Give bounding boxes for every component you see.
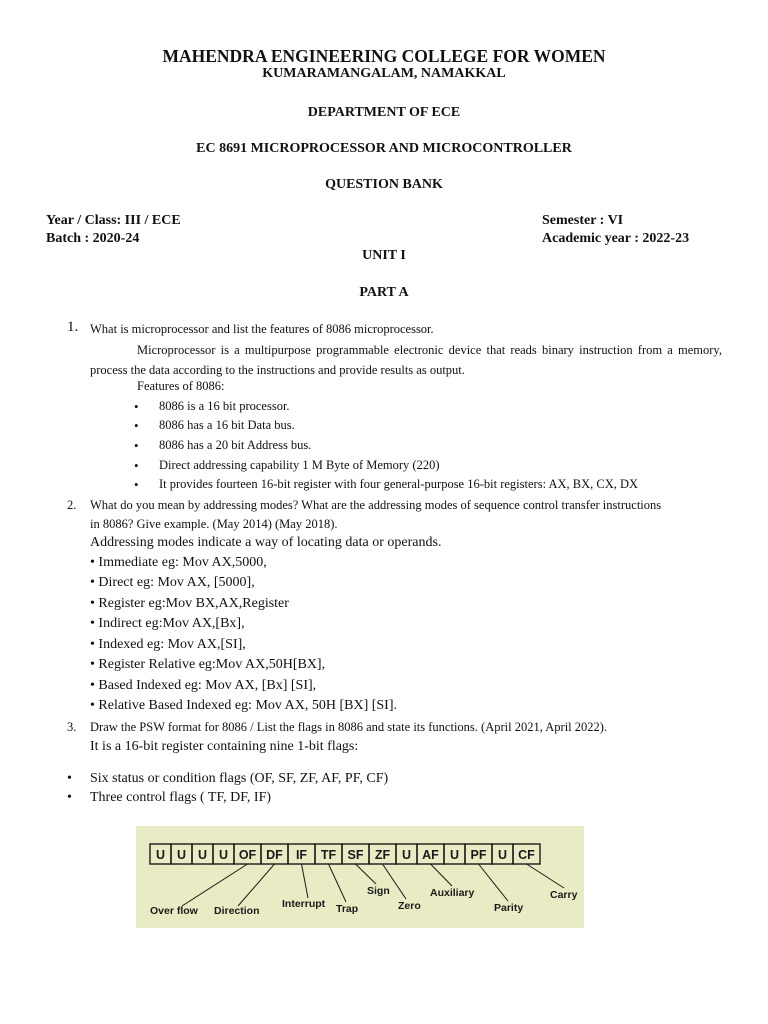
q2-number: 2.: [67, 498, 77, 512]
list-item: • Three control flags ( TF, DF, IF): [67, 790, 272, 805]
psw-flag-name: Parity: [494, 902, 524, 914]
psw-flag-name: Trap: [336, 903, 359, 915]
batch: Batch : 2020-24: [46, 231, 140, 246]
psw-bit-label: IF: [295, 848, 308, 862]
list-item: • Six status or condition flags (OF, SF, ZF, AF, PF, CF): [67, 771, 389, 786]
academic-year: Academic year : 2022-23: [542, 231, 690, 246]
psw-bit-label: CF: [518, 848, 535, 862]
q1-number: 1.: [67, 319, 79, 335]
psw-flag-name: Sign: [367, 885, 390, 897]
psw-flag-name: Interrupt: [282, 898, 326, 910]
list-item: • Based Indexed eg: Mov AX, [Bx] [SI],: [90, 678, 317, 693]
psw-bit-label: OF: [238, 848, 257, 862]
department: DEPARTMENT OF ECE: [307, 105, 461, 120]
psw-flag-name: Auxiliary: [430, 887, 475, 899]
psw-bit-label: TF: [320, 848, 337, 862]
psw-bit-label: SF: [347, 848, 364, 862]
q3-number: 3.: [67, 720, 77, 734]
psw-format-figure: [136, 826, 584, 928]
college-location: KUMARAMANGALAM, NAMAKKAL: [262, 66, 506, 81]
q1-answer: [90, 340, 722, 380]
psw-bit-label: U: [176, 848, 187, 862]
q3-question: Draw the PSW format for 8086 / List the flags in 8086 and state its functions. (April 2021, April 2022).: [90, 720, 608, 734]
psw-bit-label: ZF: [374, 848, 391, 862]
list-item: • 8086 has a 16 bit Data bus.: [159, 418, 295, 433]
psw-bit-label: U: [197, 848, 208, 862]
unit-heading: UNIT I: [362, 248, 406, 263]
psw-bit-label: U: [497, 848, 508, 862]
q3-answer-intro: It is a 16-bit register containing nine 1-bit flags:: [90, 739, 359, 754]
list-item: • Indirect eg:Mov AX,[Bx],: [90, 616, 245, 631]
list-item: • Relative Based Indexed eg: Mov AX, 50H [BX] [SI].: [90, 698, 398, 713]
q2-question-line1: What do you mean by addressing modes? What are the addressing modes of sequence control transfer instructions: [90, 498, 662, 512]
psw-bit-label: U: [449, 848, 460, 862]
list-item-text: Six status or condition flags (OF, SF, ZF, AF, PF, CF): [90, 771, 389, 786]
list-item: • 8086 is a 16 bit processor.: [159, 399, 290, 414]
college-name: MAHENDRA ENGINEERING COLLEGE FOR WOMEN: [162, 46, 606, 66]
q2-answer-intro: Addressing modes indicate a way of locating data or operands.: [90, 535, 442, 550]
list-item: • Register Relative eg:Mov AX,50H[BX],: [90, 657, 326, 672]
psw-bit-label: U: [155, 848, 166, 862]
list-item: • Direct eg: Mov AX, [5000],: [90, 575, 255, 590]
part-heading: PART A: [359, 285, 409, 300]
semester: Semester : VI: [542, 213, 624, 228]
year-class: Year / Class: III / ECE: [46, 213, 181, 228]
psw-bit-label: U: [401, 848, 412, 862]
psw-bit-label: PF: [470, 848, 487, 862]
psw-flag-name: Zero: [398, 900, 421, 912]
q1-question: What is microprocessor and list the features of 8086 microprocessor.: [90, 322, 434, 336]
list-item: • It provides fourteen 16-bit register with four general-purpose 16-bit registers: AX, BX, CX, DX: [159, 477, 638, 492]
list-item: • 8086 has a 20 bit Address bus.: [159, 438, 311, 453]
list-item: • Direct addressing capability 1 M Byte of Memory (220): [159, 458, 440, 473]
list-item: • Immediate eg: Mov AX,5000,: [90, 555, 267, 570]
q2-question-line2: in 8086? Give example. (May 2014) (May 2018).: [90, 517, 338, 531]
list-item-text: Three control flags ( TF, DF, IF): [90, 790, 272, 805]
list-item: • Register eg:Mov BX,AX,Register: [90, 596, 289, 611]
psw-flag-name: Over flow: [150, 905, 198, 917]
q1-answer-text: Microprocessor is a multipurpose programmable electronic device that reads binary instruction from a memory, process the data according to the instructions and provide results as output.: [90, 343, 722, 377]
list-item: • Indexed eg: Mov AX,[SI],: [90, 637, 246, 652]
psw-bit-label: AF: [422, 848, 439, 862]
course-title: EC 8691 MICROPROCESSOR AND MICROCONTROLLER: [196, 141, 572, 156]
psw-bit-label: U: [218, 848, 229, 862]
q1-features-label: Features of 8086:: [137, 379, 225, 393]
psw-flag-name: Carry: [550, 889, 578, 901]
psw-flag-name: Direction: [214, 905, 260, 917]
doc-type: QUESTION BANK: [325, 177, 443, 192]
psw-bit-label: DF: [266, 848, 283, 862]
